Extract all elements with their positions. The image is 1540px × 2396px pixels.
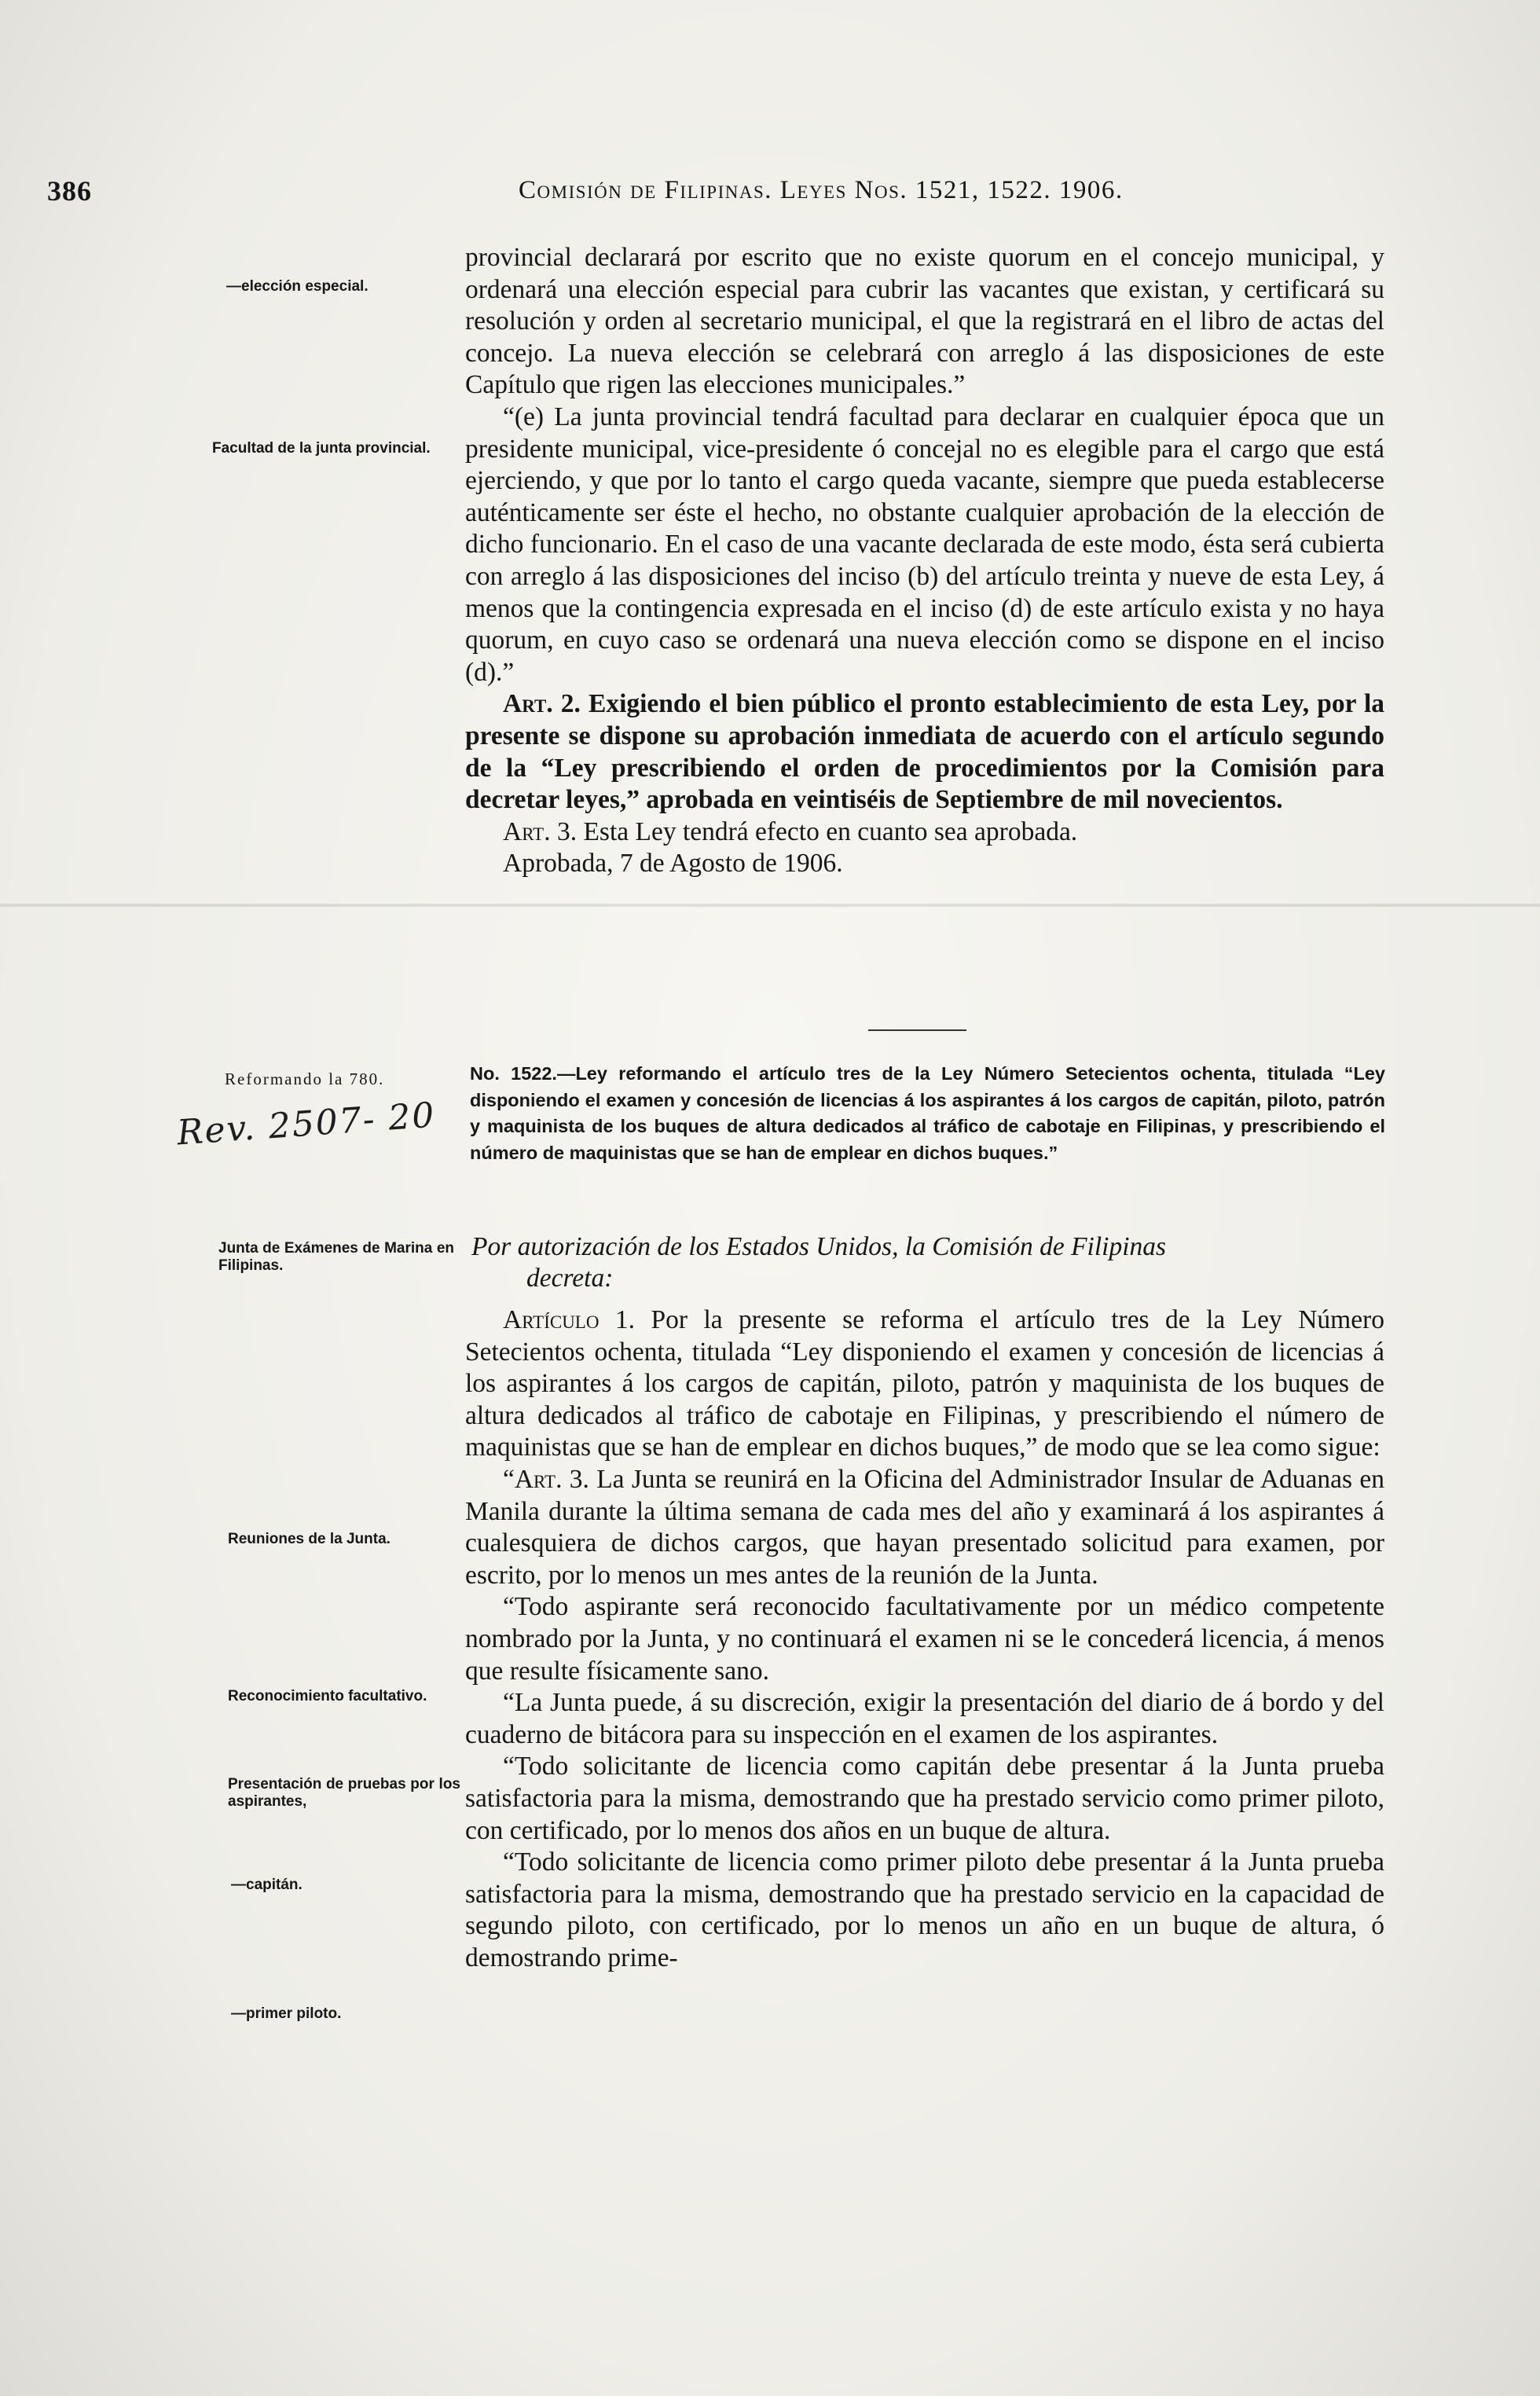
handwritten-annotation: Rev. 2507- 20 <box>175 1095 437 1154</box>
art-2-text: Exigiendo el bien público el pronto establecimiento de esta Ley, por la presente se dispone su aprobación inmediata de acuerdo con el artículo segundo de la “Ley prescribiendo el orden de procedimientos por la Comisión para decretar leyes,” aprobada en veintiséis de Septiembre de mil novecientos. <box>465 689 1385 815</box>
margin-note-junta-examenes: Junta de Exámenes de Marina en Filipinas. <box>218 1240 454 1274</box>
page-number: 386 <box>47 175 92 207</box>
margin-note-facultad-junta: Facultad de la junta provincial. <box>212 440 431 457</box>
article-1-text: Por la presente se reforma el artículo tres de la Ley Número Setecientos ochenta, titulada “Ley disponiendo el examen y concesión de licencias á los aspirantes á los cargos de capitán, piloto, patrón y maquinista de los buques de altura dedicados al tráfico de cabotaje en Filipinas, y prescribiendo el número de maquinistas que se han de emplear en dichos buques,” de modo que se lea como sigue: <box>465 1305 1384 1462</box>
margin-note-primer-piloto: —primer piloto. <box>231 2005 342 2022</box>
art-2-label: Art. 2. <box>503 689 581 719</box>
scan-streak <box>0 904 1540 907</box>
paragraph-quorum: provincial declarará por escrito que no existe quorum en el concejo municipal, y ordenará una elección especial para cubrir las vacantes que existan, y certificará su resolución y orden al secretario municipal, el que la registrará en el libro de actas del concejo. La nueva elección se celebrará con arreglo á las disposiciones de este Capítulo que rigen las elecciones municipales.” <box>465 243 1384 400</box>
margin-note-reconocimiento: Reconocimiento facultativo. <box>228 1688 427 1704</box>
act-title-text: —Ley reformando el artículo tres de la Ley Número Setecientos ochenta, titulada “Ley disponiendo el examen y concesión de licencias á los aspirantes á los cargos de capitán, piloto, patrón y maquinista de los buques de altura dedicados al tráfico de cabotaje en Filipinas, y prescribiendo el número de maquinistas que se han de emplear en dichos buques.” <box>470 1063 1385 1163</box>
art-3-text: Esta Ley tendrá efecto en cuanto sea aprobada. <box>583 816 1078 846</box>
paragraph-art-2 <box>465 688 1384 816</box>
margin-note-presentacion: Presentación de pruebas por los aspirantes, <box>228 1776 460 1810</box>
act-1522-text <box>465 1304 1384 1974</box>
margin-note-capitan: —capitán. <box>231 1877 302 1893</box>
margin-note-eleccion-especial: —elección especial. <box>226 278 368 295</box>
enacting-line-2: decreta: <box>526 1264 614 1293</box>
paragraph-primer-piloto: “Todo solicitante de licencia como primer piloto debe presentar á la Junta prueba satisfactoria para la misma, demostrando que ha prestado servicio en la capacidad de segundo piloto, con certificado, por lo menos un año en un buque de altura, ó demostrando prime- <box>465 1847 1384 1972</box>
paragraph-art-3 <box>465 816 1384 849</box>
approval-date: Aprobada, 7 de Agosto de 1906. <box>503 849 843 879</box>
act-number: No. 1522. <box>470 1063 557 1084</box>
paragraph-diario: “La Junta puede, á su discreción, exigir la presentación del diario de á bordo y del cuaderno de bitácora para su inspección en el examen de los aspirantes. <box>465 1688 1384 1749</box>
new-art-3-label: “Art. 3. <box>503 1464 589 1494</box>
article-1-label: Artículo 1. <box>503 1305 636 1334</box>
enacting-clause <box>471 1231 1387 1294</box>
page-header <box>47 174 1351 212</box>
paragraph-medico: “Todo aspirante será reconocido facultativamente por un médico competente nombrado por la Junta, y no continuará el examen ni se le concederá licencia, á menos que resulte físicamente sano. <box>465 1592 1384 1686</box>
section-divider <box>868 1029 966 1031</box>
paragraph-e: “(e) La junta provincial tendrá facultad para declarar en cualquier época que un presidente municipal, vice-presidente ó concejal no es elegible para el cargo que está ejerciendo, y que por lo tanto el cargo queda vacante, siempre que pueda establecerse auténticamente ser éste el hecho, no obstante cualquier aprobación de la elección de dicho funcionario. En el caso de una vacante declarada de este modo, ésta será cubierta con arreglo á las disposiciones del inciso (b) del artículo treinta y nueve de esta Ley, á menos que la contingencia expresada en el inciso (d) de este artículo exista y no haya quorum, en cuyo caso se ordenará una nueva elección como se dispone en el inciso (d).” <box>465 402 1384 687</box>
paragraph-new-art-3 <box>465 1464 1384 1591</box>
act-1521-text <box>465 242 1384 880</box>
art-3-label: Art. 3. <box>503 816 578 846</box>
enacting-line-1: Por autorización de los Estados Unidos, la Comisión de Filipinas <box>471 1232 1167 1261</box>
new-art-3-text: La Junta se reunirá en la Oficina del Administrador Insular de Aduanas en Manila durante la última semana de cada mes del año y examinará á los aspirantes á cualesquiera de dichos cargos, que hayan presentado solicitud para examen, por escrito, por lo menos un mes antes de la reunión de la Junta. <box>465 1464 1384 1590</box>
running-head: Comisión de Filipinas. Leyes Nos. 1521, 1522. 1906. <box>519 176 1124 204</box>
margin-note-reformando: Reformando la 780. <box>225 1070 385 1088</box>
paragraph-capitan: “Todo solicitante de licencia como capitán debe presentar á la Junta prueba satisfactoria para la misma, demostrando que ha prestado servicio como primer piloto, con certificado, por lo menos dos años en un buque de altura. <box>465 1752 1384 1845</box>
act-1522-title <box>470 1061 1385 1166</box>
margin-note-reuniones: Reuniones de la Junta. <box>228 1531 390 1547</box>
paragraph-article-1 <box>465 1304 1384 1464</box>
